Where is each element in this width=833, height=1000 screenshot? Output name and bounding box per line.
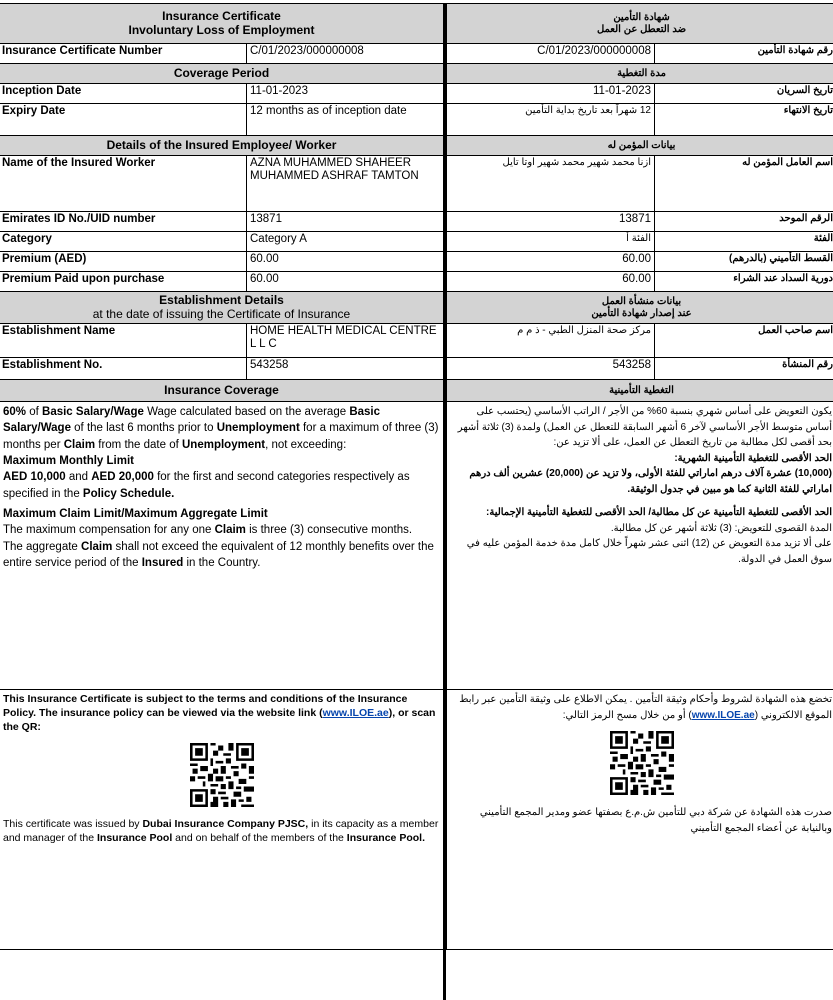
establishment-name-value-ar: مركز صحة المنزل الطبي - ذ م م [447, 324, 655, 358]
qr-code-icon [610, 731, 674, 795]
arabic-section [446, 3, 833, 1000]
category-value-ar: الفئة أ [447, 232, 655, 252]
premium-value-ar: 60.00 [447, 252, 655, 272]
establishment-name-value: HOME HEALTH MEDICAL CENTRE L L C [247, 324, 445, 358]
insured-name-value-ar: ازنا محمد شهير محمد شهير اوتا تايل [447, 156, 655, 212]
establishment-details-header: Establishment Details at the date of issuing the Certificate of Insurance [0, 292, 445, 324]
insurance-coverage-header: Insurance Coverage [0, 380, 445, 402]
iloe-website-link-ar[interactable]: www.ILOE.ae [691, 709, 755, 721]
insured-name-label-ar: اسم العامل المؤمن له [655, 156, 833, 212]
coverage-period-header: Coverage Period [0, 64, 445, 84]
emirates-id-value: 13871 [247, 212, 445, 232]
expiry-date-value: 12 months as of inception date [247, 104, 445, 136]
expiry-date-label-ar: تاريخ الانتهاء [655, 104, 833, 136]
inception-date-label-ar: تاريخ السريان [655, 84, 833, 104]
emirates-id-label: Emirates ID No./UID number [0, 212, 247, 232]
coverage-terms: 60% of Basic Salary/Wage Wage calculated based on the average Basic Salary/Wage of the last 6 months prior to Unemployment for a maximum of three (3) months per Claim from the date of Unemployment, not exceeding: Maximum Monthly Limit AED 10,000 and AED 20,000 for the first and second categories respectively as specified in the Policy Schedule. Maximum Claim Limit/Maximum Aggregate Limit The maximum compensation for any one Claim is three (3) consecutive months. The aggregate Claim shall not exceed the equivalent of 12 monthly benefits over the entire service period of the Insured in the Country. [0, 402, 445, 690]
establishment-no-label-ar: رقم المنشأة [655, 358, 833, 380]
insured-name-value: AZNA MUHAMMED SHAHEER MUHAMMED ASHRAF TAMTON [247, 156, 445, 212]
premium-value: 60.00 [247, 252, 445, 272]
category-label-ar: الفئة [655, 232, 833, 252]
premium-paid-label-ar: دورية السداد عند الشراء [655, 272, 833, 292]
cert-number-value: C/01/2023/000000008 [247, 44, 445, 64]
establishment-no-label: Establishment No. [0, 358, 247, 380]
insurance-coverage-header-ar: التغطية التأمينية [447, 380, 833, 402]
establishment-name-label: Establishment Name [0, 324, 247, 358]
inception-date-value: 11-01-2023 [247, 84, 445, 104]
establishment-no-value: 543258 [247, 358, 445, 380]
inception-date-value-ar: 11-01-2023 [447, 84, 655, 104]
category-label: Category [0, 232, 247, 252]
terms-and-issuer-ar: تخضع هذه الشهادة لشروط وأحكام وثيقة التأمين . يمكن الاطلاع على وثيقة التأمين عبر رابط الموقع الالكتروني (www.ILOE.ae) أو من خلال مسح الرمز التالي: صدرت هذه الشهادة عن شركة دبي للتأمين ش.م.ع بصفتها عضو ومدير المجمع التأميني وبالنيابة عن أعضاء المجمع التأميني [447, 690, 833, 950]
terms-and-issuer: This Insurance Certificate is subject to the terms and conditions of the Insurance Policy. The insurance policy can be viewed via the website link (www.ILOE.ae), or scan the QR: This certificate was issued by Dubai Insurance Company PJSC, in its capacity as a member and manager of the Insurance Pool and on behalf of the members of the Insurance Pool. [0, 690, 445, 950]
certificate-title-ar: شهادة التأمين ضد التعطل عن العمل [447, 4, 833, 44]
cert-number-label-ar: رقم شهادة التأمين [655, 44, 833, 64]
coverage-period-header-ar: مدة التغطية [447, 64, 833, 84]
premium-label: Premium (AED) [0, 252, 247, 272]
expiry-date-label: Expiry Date [0, 104, 247, 136]
coverage-terms-ar: يكون التعويض على أساس شهري بنسبة 60% من الأجر / الراتب الأساسي (يحتسب على أساس متوسط الأجر الأساسي لآخر 6 أشهر السابقة للتعطل عن العمل) ولمدة (3) ثلاثة أشهر بحد أقصى لكل مطالبة من تاريخ التعطل عن العمل، على ألا تزيد عن: الحد الأقصى للتغطية التأمينية الشهرية: (10,000) عشرة آلاف درهم اماراتي للفئة الأولى، ولا تزيد عن (20,000) عشرين ألف درهم اماراتي للفئة الثانية كما هو مبين في جدول الوثيقة. الحد الأقصى للتغطية التأمينية عن كل مطالبة/ الحد الأقصى للتغطية التأمينية الإجمالية: المدة القصوى للتعويض: (3) ثلاثة أشهر عن كل مطالبة. على ألا تزيد مدة التعويض عن (12) اثنى عشر شهراً خلال كامل مدة خدمة المؤمن عليه في سوق العمل في الدولة. [447, 402, 833, 690]
premium-paid-value: 60.00 [247, 272, 445, 292]
insured-details-header-ar: بيانات المؤمن له [447, 136, 833, 156]
iloe-website-link[interactable]: www.ILOE.ae [322, 707, 389, 720]
premium-paid-value-ar: 60.00 [447, 272, 655, 292]
establishment-details-header-ar: بيانات منشأة العمل عند إصدار شهادة التأمين [447, 292, 833, 324]
establishment-name-label-ar: اسم صاحب العمل [655, 324, 833, 358]
insured-name-label: Name of the Insured Worker [0, 156, 247, 212]
premium-label-ar: القسط التأميني (بالدرهم) [655, 252, 833, 272]
cert-number-value-ar: C/01/2023/000000008 [447, 44, 655, 64]
certificate-title: Insurance Certificate Involuntary Loss of Employment [0, 4, 445, 44]
category-value: Category A [247, 232, 445, 252]
expiry-date-value-ar: 12 شهراً بعد تاريخ بداية التأمين [447, 104, 655, 136]
establishment-no-value-ar: 543258 [447, 358, 655, 380]
emirates-id-value-ar: 13871 [447, 212, 655, 232]
inception-date-label: Inception Date [0, 84, 247, 104]
english-section [0, 3, 444, 1000]
cert-number-label: Insurance Certificate Number [0, 44, 247, 64]
insured-details-header: Details of the Insured Employee/ Worker [0, 136, 445, 156]
premium-paid-label: Premium Paid upon purchase [0, 272, 247, 292]
emirates-id-label-ar: الرقم الموحد [655, 212, 833, 232]
qr-code-icon [190, 743, 254, 807]
